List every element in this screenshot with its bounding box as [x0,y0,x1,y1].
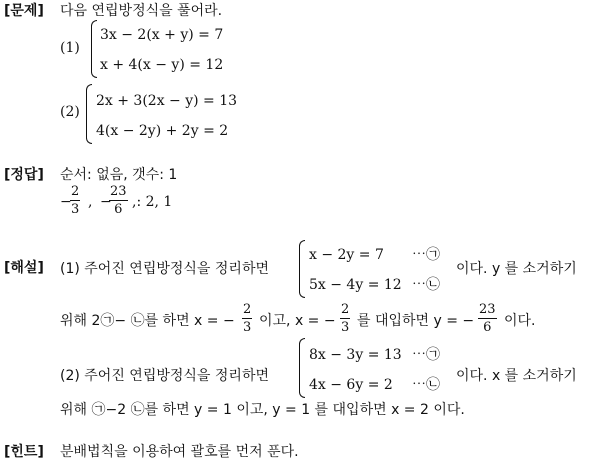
solution-p2-after: 이다. x 를 소거하기 [456,368,577,384]
solution-p2-eq2-mark: ⋯㉡ [412,377,440,393]
solution-p2-intro: (2) 주어진 연립방정식을 정리하면 [60,368,269,384]
solution-tag: [해설] [4,260,44,276]
solution-p1-eq2-mark: ⋯㉡ [412,277,440,293]
solution-p1-line2-b: 이고, x = − [259,313,336,329]
answer-frac2-den: 6 [114,202,123,217]
solution-p1-brace [299,240,305,298]
solution-p1-frac1-num: 2 [243,302,252,317]
part2-label: (2) [60,104,80,120]
part1-brace [91,20,97,78]
solution-p1-line2-d: 이다. [504,313,536,329]
solution-p1-line2-c: 를 대입하면 y = − [357,313,475,329]
problem-instruction: 다음 연립방정식을 풀어라. [60,3,223,19]
solution-p1-intro: (1) 주어진 연립방정식을 정리하면 [60,261,269,277]
solution-p1-fraction-2 [340,303,350,334]
solution-p1-eq2: 5x − 4y = 12 [309,277,402,293]
solution-p1-frac3-num: 23 [479,302,496,317]
part1-label: (1) [60,40,80,56]
solution-p1-frac2-num: 2 [341,302,350,317]
answer-tag: [정답] [4,167,44,183]
answer-fraction-2 [109,185,128,216]
answer-separator: , [88,194,93,210]
solution-p1-eq1-mark: ⋯㉠ [412,247,440,263]
answer-frac1-sign: − [60,194,72,210]
solution-p1-frac2-den: 3 [341,320,350,335]
answer-frac1-num: 2 [71,184,80,199]
answer-tail: ,: 2, 1 [132,194,173,210]
answer-frac2-sign: − [100,194,112,210]
hint-text: 분배법칙을 이용하여 괄호를 먼저 푼다. [60,444,299,460]
answer-frac2-num: 23 [110,184,127,199]
solution-p1-fraction-1 [242,303,252,334]
solution-p2-brace [299,338,305,398]
hint-tag: [힌트] [4,444,44,460]
solution-p1-after: 이다. y 를 소거하기 [456,261,577,277]
solution-p1-frac1-den: 3 [243,320,252,335]
answer-frac1-den: 3 [71,202,80,217]
solution-p1-line2-a: 위해 2㉠− ㉡를 하면 x = − [60,313,235,329]
answer-fraction-1 [70,185,80,216]
part2-eq1: 2x + 3(2x − y) = 13 [96,93,238,109]
solution-p2-eq1-mark: ⋯㉠ [412,347,440,363]
solution-p2-line2: 위해 ㉠−2 ㉡를 하면 y = 1 이고, y = 1 를 대입하면 x = 2 이다. [60,402,465,418]
part2-eq2: 4(x − 2y) + 2y = 2 [96,123,229,139]
answer-order-count: 순서: 없음, 갯수: 1 [60,167,178,183]
solution-p1-fraction-3 [478,303,497,334]
solution-p2-eq2: 4x − 6y = 2 [309,377,393,393]
part1-eq1: 3x − 2(x + y) = 7 [100,27,224,43]
part1-eq2: x + 4(x − y) = 12 [100,57,224,73]
solution-p2-eq1: 8x − 3y = 13 [309,347,402,363]
part2-brace [86,84,92,144]
solution-p1-frac3-den: 6 [483,320,492,335]
problem-tag: [문제] [4,3,44,19]
solution-p1-eq1: x − 2y = 7 [309,247,384,263]
